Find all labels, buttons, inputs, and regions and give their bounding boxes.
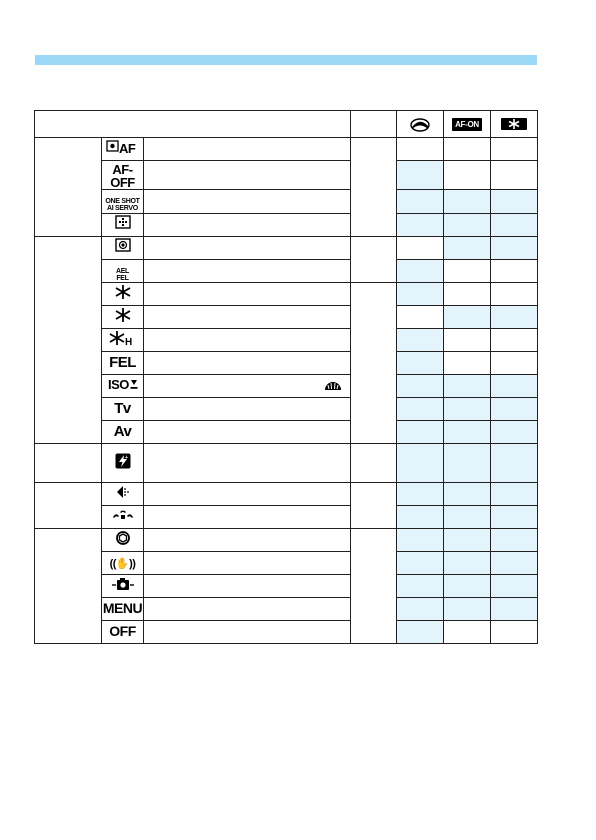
- tv-icon: Tv: [114, 400, 131, 418]
- one-shot-ai-servo-icon: ONE SHOT AI SERVO: [105, 198, 140, 213]
- table-row: [35, 598, 538, 621]
- category-cell: [35, 529, 102, 644]
- section-header-band: [35, 55, 537, 65]
- ael-fel-icon: AEL FEL: [115, 267, 130, 283]
- svg-text:H: H: [124, 336, 132, 345]
- aperture-icon: [116, 531, 130, 545]
- table-row: [35, 398, 538, 421]
- function-table: [34, 110, 538, 644]
- fe-lock-icon: FEL: [109, 354, 136, 372]
- table-row: [35, 329, 538, 352]
- spot-metering-icon: [115, 238, 131, 252]
- svg-text:AF: AF: [118, 140, 135, 155]
- iso-speed-icon: [108, 376, 138, 391]
- af-on-button-icon: AF-ON: [452, 118, 482, 131]
- table-row: [35, 352, 538, 375]
- table-row: [35, 283, 538, 306]
- off-icon: OFF: [109, 623, 136, 640]
- header-shutter: [397, 111, 444, 138]
- table-row: [35, 306, 538, 329]
- menu-icon: MENU: [102, 600, 143, 617]
- table-row: [35, 190, 538, 214]
- table-row: [35, 236, 538, 259]
- category-cell: [35, 138, 102, 237]
- table-row: [35, 161, 538, 190]
- svg-text:ISO: ISO: [107, 377, 129, 392]
- table-row: [35, 259, 538, 283]
- category-cell: [35, 483, 102, 529]
- table-row: [35, 138, 538, 161]
- table-row: [35, 213, 538, 236]
- image-stabilizer-icon: ((✋)): [109, 558, 136, 571]
- main-dial-icon: [324, 379, 342, 391]
- header-blank: [35, 111, 351, 138]
- ae-lock-button-icon: [501, 118, 527, 130]
- table-header-row: [35, 111, 538, 138]
- flash-exposure-comp-icon: [115, 453, 131, 469]
- depth-of-field-preview-icon: [115, 485, 131, 499]
- ae-lock-h-icon: [109, 331, 137, 345]
- table-row: [35, 483, 538, 506]
- category-cell: [35, 236, 102, 444]
- ae-lock-hold-icon: [115, 308, 131, 322]
- table-row: [35, 421, 538, 444]
- table-row: [35, 575, 538, 598]
- table-row: [35, 552, 538, 575]
- header-afon: [444, 111, 491, 138]
- multi-function-icon: [112, 509, 134, 521]
- shutter-button-icon: [409, 116, 431, 132]
- table-row: [35, 375, 538, 398]
- header-ael: [491, 111, 538, 138]
- av-icon: Av: [113, 423, 132, 441]
- af-off-icon: AF-OFF: [110, 162, 135, 190]
- ae-lock-icon: [115, 285, 131, 299]
- table-row: [35, 621, 538, 644]
- svg-text:+: +: [124, 454, 127, 461]
- table-row: [35, 506, 538, 529]
- category-cell: [35, 444, 102, 483]
- table-row: [35, 444, 538, 483]
- camera-icon: [112, 577, 134, 591]
- metering-af-start-icon: [106, 139, 140, 155]
- table-row: [35, 529, 538, 552]
- af-point-selection-icon: [115, 215, 131, 229]
